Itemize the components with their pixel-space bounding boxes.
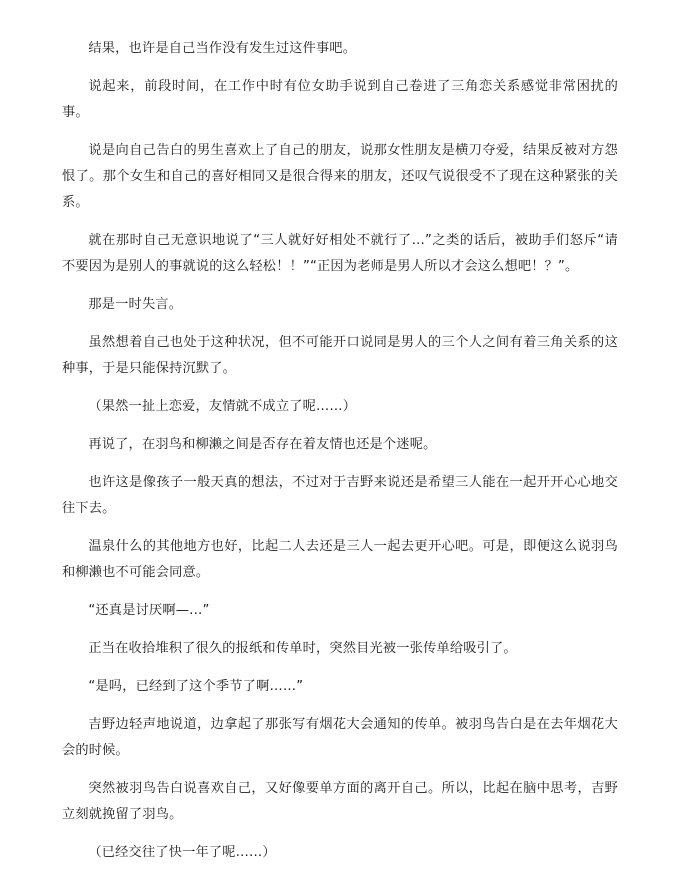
paragraph: 也许这是像孩子一般天真的想法，不过对于吉野来说还是希望三人能在一起开开心心地交往下去。 <box>62 475 618 516</box>
paragraph: 温泉什么的其他地方也好，比起二人去还是三人一起去更开心吧。可是，即便这么说羽鸟和柳濑也不可能会同意。 <box>62 539 618 580</box>
paragraph: （已经交往了快一年了呢……） <box>88 845 276 860</box>
paragraph: 吉野边轻声地说道，边拿起了那张写有烟花大会通知的传单。被羽鸟告白是在去年烟花大会的时候。 <box>62 717 618 758</box>
paragraph: 那是一时失言。 <box>88 297 183 312</box>
paragraph: 正当在收拾堆积了很久的报纸和传单时，突然目光被一张传单给吸引了。 <box>88 641 517 656</box>
paragraph: “还真是讨厌啊—…” <box>88 603 210 618</box>
document-body <box>62 36 618 878</box>
paragraph: “是吗，已经到了这个季节了啊……” <box>88 679 304 694</box>
paragraph: 说是向自己告白的男生喜欢上了自己的朋友，说那女性朋友是横刀夺爱，结果反被对方怨恨了。那个女生和自己的喜好相同又是很合得来的朋友，还叹气说很受不了现在这种紧张的关系。 <box>62 143 618 210</box>
paragraph: 再说了，在羽鸟和柳濑之间是否存在着友情也还是个迷呢。 <box>88 437 437 452</box>
paragraph: 说起来，前段时间，在工作中时有位女助手说到自己卷进了三角恋关系感觉非常困扰的事。 <box>62 79 618 120</box>
paragraph: （果然一扯上恋爱，友情就不成立了呢……） <box>88 399 357 414</box>
paragraph: 结果，也许是自己当作没有发生过这件事吧。 <box>88 41 357 56</box>
paragraph: 突然被羽鸟告白说喜欢自己，又好像要单方面的离开自己。所以，比起在脑中思考，吉野立刻就挽留了羽鸟。 <box>62 781 618 822</box>
paragraph: 虽然想着自己也处于这种状况，但不可能开口说同是男人的三个人之间有着三角关系的这种事，于是只能保持沉默了。 <box>62 335 618 376</box>
paragraph: 就在那时自己无意识地说了“三人就好好相处不就行了…”之类的话后，被助手们怒斥“请不要因为是别人的事就说的这么轻松！！”“正因为老师是男人所以才会这么想吧！？”。 <box>62 233 618 274</box>
